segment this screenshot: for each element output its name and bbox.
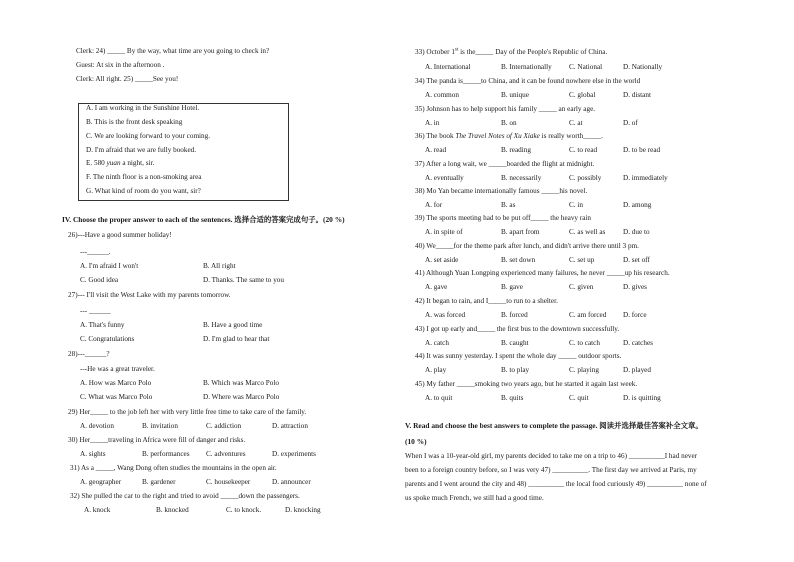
q30-option-c[interactable]: C. adventures — [206, 450, 246, 458]
q32-option-d[interactable]: D. knocking — [285, 506, 321, 514]
q28-response: ---He was a great traveler. — [80, 365, 155, 373]
q29-option-c[interactable]: C. addiction — [206, 422, 242, 430]
box-option-f: F. The ninth floor is a non-smoking area — [86, 173, 202, 181]
q36-option-d[interactable]: D. to be read — [623, 146, 661, 154]
q40-option-a[interactable]: A. set aside — [425, 256, 459, 264]
q29-option-a[interactable]: A. devotion — [80, 422, 114, 430]
q40-stem: 40) We_____for the theme park after lunch, and didn't arrive there until 3 pm. — [415, 242, 639, 250]
q40-option-d[interactable]: D. set off — [623, 256, 650, 264]
box-option-d: D. I'm afraid that we are fully booked. — [86, 146, 197, 154]
q27-option-b[interactable]: B. Have a good time — [203, 321, 263, 329]
q33-stem: 33) October 1st is the_____ Day of the People's Republic of China. — [415, 47, 608, 56]
q44-option-a[interactable]: A. play — [425, 366, 447, 374]
q30-option-d[interactable]: D. experiments — [272, 450, 316, 458]
q30-option-a[interactable]: A. sights — [80, 450, 106, 458]
q36-option-c[interactable]: C. to read — [569, 146, 598, 154]
q34-option-a[interactable]: A. common — [425, 91, 459, 99]
q39-option-c[interactable]: C. as well as — [569, 228, 606, 236]
q41-option-c[interactable]: C. given — [569, 283, 594, 291]
q36-option-b[interactable]: B. reading — [501, 146, 531, 154]
section-4-heading: IV. Choose the proper answer to each of the sentences. 选择合适的答案完成句子。(20 %) — [62, 215, 345, 224]
q31-stem: 31) As a _____, Wang Dong often studies the mountains in the open air. — [70, 464, 277, 472]
q42-option-c[interactable]: C. am forced — [569, 311, 607, 319]
passage-line-2: been to a foreign country before, so I was very 47) __________. The first day we arrived at Paris, my — [405, 466, 697, 474]
dialogue-line-guest: Guest: At six in the afternoon . — [76, 61, 165, 69]
q43-option-a[interactable]: A. catch — [425, 339, 449, 347]
q35-option-a[interactable]: A. in — [425, 119, 440, 127]
passage-line-3: parents and I went around the city and 48) __________ the local food curiously 49) __________ none of — [405, 480, 707, 488]
q43-option-d[interactable]: D. catches — [623, 339, 653, 347]
q30-option-b[interactable]: B. performances — [142, 450, 190, 458]
passage-line-4: us spoke much French, we still had a good time. — [405, 494, 544, 502]
q29-option-b[interactable]: B. invitation — [142, 422, 178, 430]
q37-option-c[interactable]: C. possibly — [569, 174, 602, 182]
q27-option-d[interactable]: D. I'm glad to hear that — [203, 335, 270, 343]
box-option-e: E. 580 yuan a night, sir. — [86, 159, 155, 167]
q36-stem: 36) The book The Travel Notes of Xu Xiake is really worth_____. — [415, 132, 603, 140]
q27-option-c[interactable]: C. Congratulations — [80, 335, 135, 343]
q33-option-d[interactable]: D. Nationally — [623, 63, 663, 71]
q45-stem: 45) My father _____smoking two years ago, but he started it again last week. — [415, 380, 638, 388]
box-option-b: B. This is the front desk speaking — [86, 118, 183, 126]
q38-option-b[interactable]: B. as — [501, 201, 516, 209]
q43-stem: 43) I got up early and_____ the first bus to the downtown successfully. — [415, 325, 620, 333]
q37-option-b[interactable]: B. necessarily — [501, 174, 542, 182]
q26-stem: 26)---Have a good summer holiday! — [68, 231, 172, 239]
q42-option-a[interactable]: A. was forced — [425, 311, 466, 319]
q33-option-c[interactable]: C. National — [569, 63, 603, 71]
q31-option-a[interactable]: A. geographer — [80, 478, 122, 486]
q28-option-a[interactable]: A. How was Marco Polo — [80, 379, 152, 387]
q33-option-b[interactable]: B. Internationally — [501, 63, 552, 71]
q45-option-a[interactable]: A. to quit — [425, 394, 453, 402]
q45-option-b[interactable]: B. quits — [501, 394, 524, 402]
q37-option-a[interactable]: A. eventually — [425, 174, 464, 182]
q45-option-c[interactable]: C. quit — [569, 394, 589, 402]
q26-option-a[interactable]: A. I'm afraid I won't — [80, 262, 139, 270]
q42-stem: 42) It began to rain, and I_____to run to a shelter. — [415, 297, 558, 305]
q26-option-d[interactable]: D. Thanks. The same to you — [203, 276, 284, 284]
q36-option-a[interactable]: A. read — [425, 146, 447, 154]
q41-stem: 41) Although Yuan Longping experienced many failures, he never _____up his research. — [415, 269, 670, 277]
q38-option-c[interactable]: C. in — [569, 201, 583, 209]
q31-option-d[interactable]: D. announcer — [272, 478, 311, 486]
q43-option-c[interactable]: C. to catch — [569, 339, 600, 347]
section-5-score: (10 %) — [405, 437, 427, 446]
q28-option-c[interactable]: C. What was Marco Polo — [80, 393, 153, 401]
q27-response: --- ______ — [80, 307, 111, 315]
q29-option-d[interactable]: D. attraction — [272, 422, 308, 430]
q43-option-b[interactable]: B. caught — [501, 339, 529, 347]
q37-option-d[interactable]: D. immediately — [623, 174, 668, 182]
box-option-g: G. What kind of room do you want, sir? — [86, 187, 201, 195]
q32-option-b[interactable]: B. knocked — [156, 506, 189, 514]
q27-stem: 27)--- I'll visit the West Lake with my parents tomorrow. — [68, 291, 231, 299]
q35-option-b[interactable]: B. on — [501, 119, 517, 127]
passage-line-1: When I was a 10-year-old girl, my parents decided to take me on a trip to 46) __________I had never — [405, 452, 698, 460]
q34-option-c[interactable]: C. global — [569, 91, 596, 99]
dialogue-line-24: Clerk: 24) _____ By the way, what time are you going to check in? — [76, 47, 270, 55]
q35-stem: 35) Johnson has to help support his family _____ an early age. — [415, 105, 596, 113]
q44-stem: 44) It was sunny yesterday. I spent the whole day _____ outdoor sports. — [415, 352, 622, 360]
q28-option-b[interactable]: B. Which was Marco Polo — [203, 379, 279, 387]
dialogue-line-25: Clerk: All right. 25) _____See you! — [76, 75, 179, 83]
q26-option-c[interactable]: C. Good idea — [80, 276, 119, 284]
q41-option-d[interactable]: D. gives — [623, 283, 647, 291]
q38-stem: 38) Mo Yan became internationally famous _____his novel. — [415, 187, 588, 195]
q31-option-b[interactable]: B. gardener — [142, 478, 176, 486]
q39-option-b[interactable]: B. apart from — [501, 228, 540, 236]
q34-option-b[interactable]: B. unique — [501, 91, 529, 99]
q29-stem: 29) Her_____ to the job left her with very little free time to take care of the family. — [68, 408, 307, 416]
q41-option-a[interactable]: A. gave — [425, 283, 448, 291]
q28-stem: 28)---______? — [68, 350, 110, 358]
q39-option-a[interactable]: A. in spite of — [425, 228, 463, 236]
q38-option-d[interactable]: D. among — [623, 201, 652, 209]
q35-option-c[interactable]: C. at — [569, 119, 583, 127]
q27-option-a[interactable]: A. That's funny — [80, 321, 125, 329]
q42-option-d[interactable]: D. force — [623, 311, 647, 319]
q40-option-c[interactable]: C. set up — [569, 256, 595, 264]
q34-option-d[interactable]: D. distant — [623, 91, 651, 99]
q32-option-c[interactable]: C. to knock. — [226, 506, 262, 514]
box-option-a: A. I am working in the Sunshine Hotel. — [86, 104, 200, 112]
q45-option-d[interactable]: D. is quitting — [623, 394, 661, 402]
q41-option-b[interactable]: B. gave — [501, 283, 523, 291]
q26-response: ---______. — [80, 248, 111, 256]
q31-option-c[interactable]: C. housekeeper — [206, 478, 251, 486]
q30-stem: 30) Her_____traveling in Africa were fill of danger and risks. — [68, 436, 246, 444]
section-5-heading: V. Read and choose the best answers to complete the passage. 阅读并选择最佳答案补全文章。 — [405, 421, 703, 430]
q32-option-a[interactable]: A. knock — [84, 506, 111, 514]
q44-option-d[interactable]: D. played — [623, 366, 651, 374]
box-option-c: C. We are looking forward to your coming. — [86, 132, 211, 140]
q40-option-b[interactable]: B. set down — [501, 256, 536, 264]
q39-option-d[interactable]: D. due to — [623, 228, 650, 236]
q28-option-d[interactable]: D. Where was Marco Polo — [203, 393, 280, 401]
q42-option-b[interactable]: B. forced — [501, 311, 528, 319]
q35-option-d[interactable]: D. of — [623, 119, 638, 127]
q38-option-a[interactable]: A. for — [425, 201, 443, 209]
q39-stem: 39) The sports meeting had to be put off_____ the heavy rain — [415, 214, 591, 222]
q37-stem: 37) After a long wait, we _____boarded the flight at midnight. — [415, 160, 595, 168]
q44-option-c[interactable]: C. playing — [569, 366, 599, 374]
q34-stem: 34) The panda is_____to China, and it can be found nowhere else in the world — [415, 77, 641, 85]
q44-option-b[interactable]: B. to play — [501, 366, 530, 374]
q33-option-a[interactable]: A. International — [425, 63, 471, 71]
q26-option-b[interactable]: B. All right — [203, 262, 236, 270]
q32-stem: 32) She pulled the car to the right and tried to avoid _____down the passengers. — [70, 492, 300, 500]
